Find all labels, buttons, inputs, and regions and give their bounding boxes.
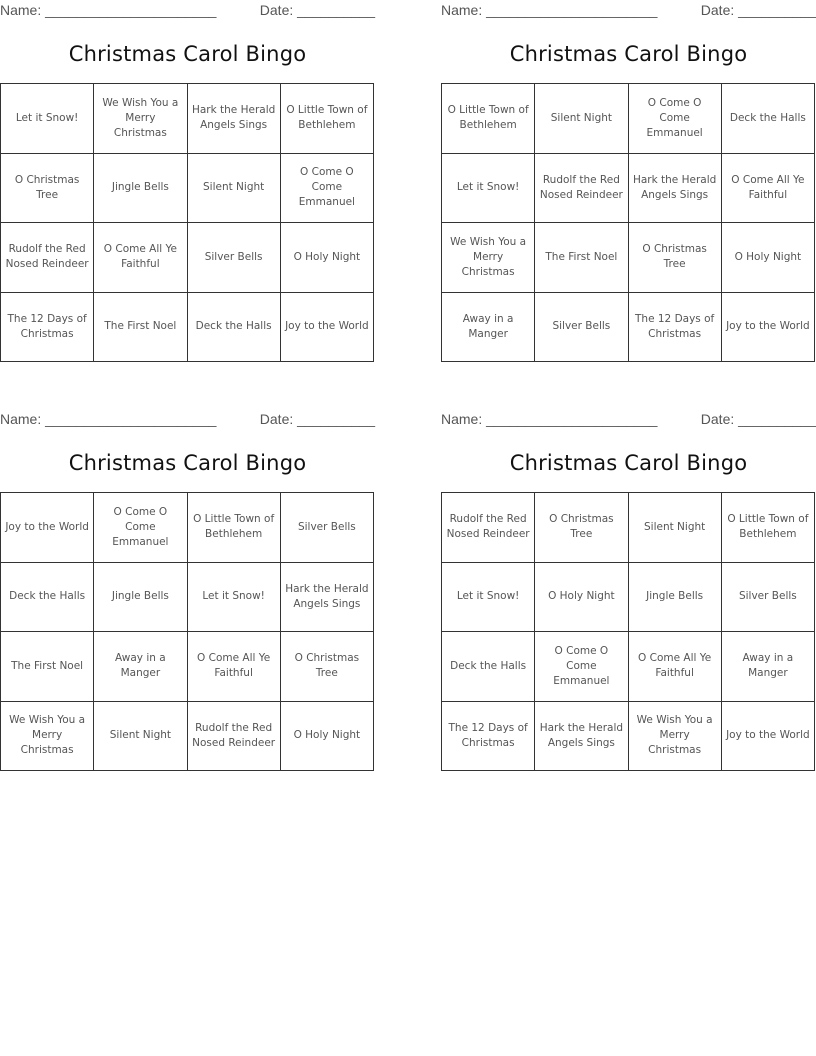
bingo-cell: O Come O Come Emmanuel [94,493,187,563]
date-field: Date: __________ [259,2,375,18]
bingo-cell: O Christmas Tree [535,493,628,563]
bingo-grid [441,492,815,771]
bingo-cell: Jingle Bells [629,563,722,633]
bingo-cell: Joy to the World [281,293,374,363]
bingo-cell: The 12 Days of Christmas [1,293,94,363]
date-field: Date: __________ [700,2,816,18]
name-field: Name: ______________________ [441,2,658,18]
bingo-cell: The 12 Days of Christmas [442,702,535,772]
name-field: Name: ______________________ [0,411,217,427]
bingo-cell: Rudolf the Red Nosed Reindeer [442,493,535,563]
bingo-grid [0,83,374,362]
bingo-cell: Jingle Bells [94,563,187,633]
bingo-cell: Joy to the World [722,702,815,772]
bingo-cell: Let it Snow! [442,154,535,224]
bingo-cell: Deck the Halls [188,293,281,363]
card-title: Christmas Carol Bingo [509,451,748,475]
bingo-cell: O Come All Ye Faithful [188,632,281,702]
bingo-cell: Deck the Halls [442,632,535,702]
bingo-cell: The First Noel [1,632,94,702]
bingo-cell: Joy to the World [1,493,94,563]
bingo-cell: O Christmas Tree [1,154,94,224]
bingo-cell: Silver Bells [722,563,815,633]
bingo-cell: Silent Night [629,493,722,563]
bingo-cell: Silver Bells [281,493,374,563]
bingo-cell: Let it Snow! [188,563,281,633]
bingo-cell: O Come All Ye Faithful [629,632,722,702]
bingo-cell: Silent Night [535,84,628,154]
bingo-cell: Let it Snow! [1,84,94,154]
bingo-cell: We Wish You a Merry Christmas [442,223,535,293]
bingo-cell: We Wish You a Merry Christmas [629,702,722,772]
date-field: Date: __________ [259,411,375,427]
bingo-cell: Silent Night [188,154,281,224]
card-header [441,409,816,431]
bingo-cell: O Holy Night [281,223,374,293]
card-title: Christmas Carol Bingo [509,42,748,66]
card-header [0,0,375,22]
date-field: Date: __________ [700,411,816,427]
bingo-cell: Rudolf the Red Nosed Reindeer [188,702,281,772]
bingo-cell: Hark the Herald Angels Sings [535,702,628,772]
bingo-cell: O Come O Come Emmanuel [535,632,628,702]
bingo-cell: Deck the Halls [1,563,94,633]
bingo-cell: O Holy Night [535,563,628,633]
bingo-cell: Hark the Herald Angels Sings [629,154,722,224]
bingo-cell: Silver Bells [535,293,628,363]
bingo-cell: O Little Town of Bethlehem [722,493,815,563]
bingo-cell: Deck the Halls [722,84,815,154]
bingo-cell: Rudolf the Red Nosed Reindeer [1,223,94,293]
bingo-cell: The First Noel [535,223,628,293]
name-field: Name: ______________________ [0,2,217,18]
bingo-cell: O Come All Ye Faithful [94,223,187,293]
bingo-cell: Silver Bells [188,223,281,293]
name-field: Name: ______________________ [441,411,658,427]
card-header [441,0,816,22]
card-title: Christmas Carol Bingo [68,42,307,66]
bingo-grid [441,83,815,362]
bingo-grid [0,492,374,771]
bingo-cell: O Come O Come Emmanuel [629,84,722,154]
bingo-cell: Jingle Bells [94,154,187,224]
bingo-cell: The First Noel [94,293,187,363]
bingo-cell: Let it Snow! [442,563,535,633]
bingo-cell: O Holy Night [281,702,374,772]
bingo-cell: O Christmas Tree [629,223,722,293]
bingo-cell: Away in a Manger [442,293,535,363]
bingo-cell: Hark the Herald Angels Sings [188,84,281,154]
bingo-cell: Hark the Herald Angels Sings [281,563,374,633]
card-title: Christmas Carol Bingo [68,451,307,475]
bingo-cell: O Holy Night [722,223,815,293]
bingo-cell: The 12 Days of Christmas [629,293,722,363]
card-header [0,409,375,431]
bingo-cell: O Little Town of Bethlehem [188,493,281,563]
bingo-cell: O Come O Come Emmanuel [281,154,374,224]
bingo-cell: Away in a Manger [722,632,815,702]
bingo-cell: O Little Town of Bethlehem [281,84,374,154]
bingo-cell: O Little Town of Bethlehem [442,84,535,154]
bingo-cell: Rudolf the Red Nosed Reindeer [535,154,628,224]
bingo-cell: Silent Night [94,702,187,772]
bingo-cell: We Wish You a Merry Christmas [1,702,94,772]
bingo-cell: O Christmas Tree [281,632,374,702]
bingo-cell: Away in a Manger [94,632,187,702]
bingo-cell: Joy to the World [722,293,815,363]
bingo-cell: We Wish You a Merry Christmas [94,84,187,154]
bingo-cell: O Come All Ye Faithful [722,154,815,224]
